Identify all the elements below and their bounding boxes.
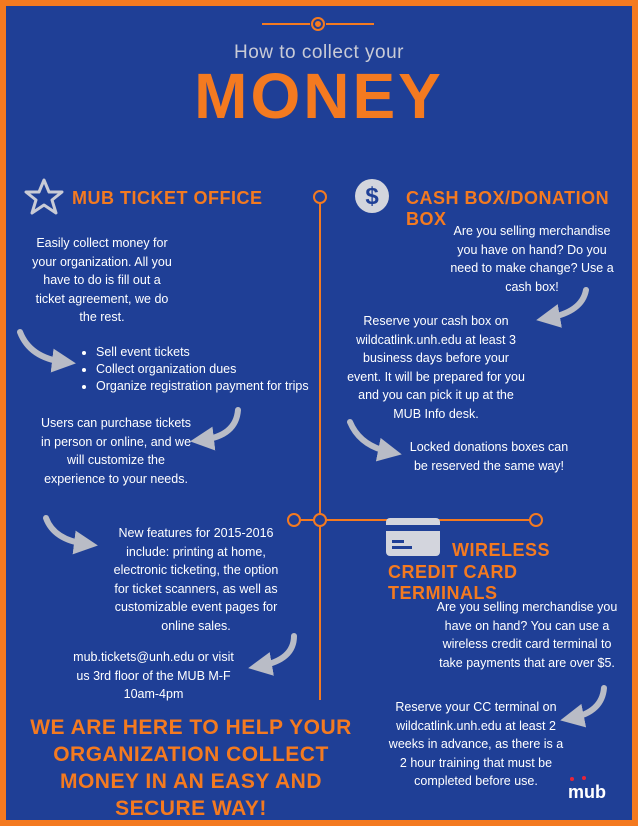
cash-box-reserve: Reserve your cash box on wildcatlink.unh.edu at least 3 business days before your event. It will be prepared for you and you can pick it up at the MUB Info desk.: [347, 314, 525, 421]
svg-text:$: $: [365, 183, 379, 210]
curved-arrow-icon: [260, 636, 294, 666]
wireless-question: Are you selling merchandise you have on hand? You can use a wireless credit card terminal to take payments that are over $5.: [436, 600, 618, 670]
curved-arrow-icon: [572, 688, 604, 718]
curved-arrow-icon: [350, 422, 390, 452]
page-title: MONEY: [194, 60, 444, 132]
header-kicker: How to collect your: [233, 42, 404, 63]
wireless-reserve: Reserve your CC terminal on wildcatlink.unh.edu at least 2 weeks in advance, as there is a 2 hour training that must be completed before use.: [388, 700, 564, 788]
donation-box-text: Locked donations boxes can be reserved the same way!: [409, 440, 569, 473]
logo-dot: [570, 777, 574, 781]
list-item: • Collect organization dues: [96, 361, 336, 378]
mub-ticket-office-heading: MUB TICKET OFFICE: [72, 188, 263, 208]
wireless-heading-line2: CREDIT CARD TERMINALS: [388, 562, 518, 603]
curved-arrow-icon: [202, 410, 238, 440]
footer-tagline: WE ARE HERE TO HELP YOUR ORGANIZATION COLLECT MONEY IN AN EASY AND SECURE WAY!: [30, 716, 352, 820]
cash-box-heading: CASH BOX/DONATION BOX: [406, 188, 610, 229]
cash-box-question: Are you selling merchandise you have on hand? Do you need to make change? Use a cash box!: [450, 224, 614, 294]
ticket-purchase-text: Users can purchase tickets in person or online, and we will customize the experience to your needs.: [40, 416, 192, 486]
logo-dot: [582, 776, 586, 780]
curved-arrow-icon: [548, 290, 586, 318]
wireless-heading-line1: WIRELESS: [452, 540, 551, 560]
curved-arrow-icon: [46, 518, 86, 544]
list-item: • Sell event tickets: [96, 344, 336, 361]
ticket-contact-text: mub.tickets@unh.edu or visit us 3rd floor of the MUB M-F 10am-4pm: [73, 650, 234, 701]
curved-arrow-icon: [20, 332, 64, 362]
ticket-office-intro: Easily collect money for your organization. All you have to do is fill out a ticket agreement, we do the rest.: [32, 236, 172, 324]
ticket-features-text: New features for 2015-2016 include: printing at home, electronic ticketing, the option for ticket scanners, as well as customizable event pages for online sales.: [113, 526, 279, 633]
logo-text: mub: [568, 782, 606, 802]
list-item: • Organize registration payment for trips: [96, 378, 336, 395]
mub-logo: [564, 776, 612, 802]
arrow-group: [6, 6, 632, 820]
